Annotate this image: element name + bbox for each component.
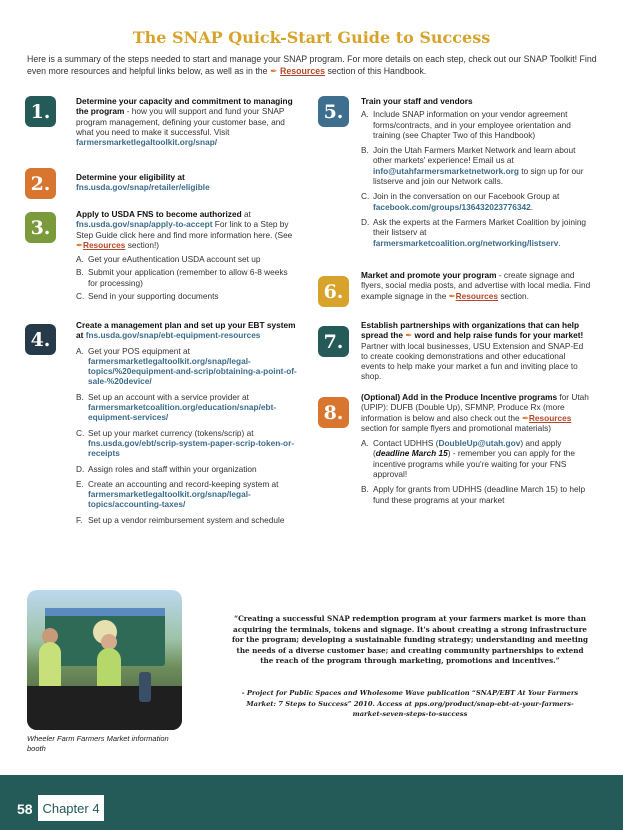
step-3	[76, 209, 298, 301]
step-8-heading: (Optional) Add in the Produce Incentive programs	[361, 392, 558, 402]
step-5	[361, 96, 591, 248]
resources-link[interactable]: Resources	[82, 239, 126, 250]
step-2-badge: 2.	[25, 168, 56, 199]
list-item-link[interactable]: farmersmarketcoalition.org/networking/listserv	[373, 237, 559, 248]
step-4-badge: 4.	[25, 324, 56, 355]
list-item: A. Get your eAuthentication USDA account set up	[76, 254, 261, 265]
booth-table	[27, 686, 182, 730]
quote-text: “Creating a successful SNAP redemption program at your farmers market is more than acquiring the terminals, tokens and signage. It's about creating a strong infrastructure for the program; developing a sustainable funding strategy; understanding and meeting the needs of a diverse customer base; and creating community partnerships to extend the reach of the program through marketing, promotions and incentives.”	[231, 614, 589, 666]
step-6-heading: Market and promote your program	[361, 270, 497, 280]
step-8-text: for Utah (UPIP): DUFB (Double Up), SFMNP, Produce Rx (more information is below and also check out the	[361, 392, 589, 423]
intro-paragraph	[27, 53, 602, 77]
step-3-text-2: For link to a Step by Step Guide click here and find more information here. (See	[76, 219, 293, 240]
step-7-badge: 7.	[318, 326, 349, 357]
list-item: C. Set up your market currency (tokens/scrip) at fns.usda.gov/ebt/scrip-system-paper-scrip-token-or-receipts	[76, 427, 295, 459]
intro-text-end: section of this Handbook.	[325, 66, 427, 76]
step-5-badge: 5.	[318, 96, 349, 127]
list-item: A. Contact UDHHS (DoubleUp@utah.gov) and apply (deadline March 15) - remember you can apply for the incentive programs while you're waiting for your FNS approval!	[361, 438, 575, 480]
step-8	[361, 392, 591, 505]
step-7-text: Partner with local businesses, USU Extension and SNAP-Ed to create cooking demonstrations and other educational events to help make your market a fun and inviting place to shop.	[361, 340, 584, 382]
email-link[interactable]: DoubleUp@utah.gov	[438, 438, 521, 449]
list-item-link[interactable]: fns.usda.gov/ebt/scrip-system-paper-scrip-token-or-receipts	[88, 437, 295, 459]
list-item: A. Get your POS equipment at farmersmarketlegaltoolkit.org/snap/legal-topics/%20equipment-and-scrip/obtaining-a-point-of-sale-%20device/	[76, 345, 297, 387]
tools-icon: ✒	[405, 330, 413, 341]
list-item: B. Join the Utah Farmers Market Network and learn about other markets' experience! Email us at info@utahfarmersmarketnetwork.org to sign up for our listserve and join our Network calls.	[361, 145, 584, 187]
email-link[interactable]: info@utahfarmersmarketnetwork.org	[373, 165, 519, 176]
step-3-badge: 3.	[25, 212, 56, 243]
step-2	[76, 172, 296, 193]
list-item: E. Create an accounting and record-keeping system at farmersmarketlegaltoolkit.org/snap/legal-topics/accounting-taxes/	[76, 478, 279, 510]
photo-caption: Wheeler Farm Farmers Market information booth	[27, 734, 169, 753]
quote-source: - Project for Public Spaces and Wholesome Wave publication “SNAP/EBT At Your Farmers Market: 7 Steps to Success” 2010. Access at pps.org/product/snap-ebt-at-your-farmers-market-seven-steps-to-success	[241, 689, 579, 719]
list-item-link[interactable]: farmersmarketlegaltoolkit.org/snap/legal-topics/%20equipment-and-scrip/obtaining-a-point-of-sale-%20device/	[88, 355, 297, 387]
resources-link[interactable]: Resources	[528, 412, 572, 423]
list-item: C. Send in your supporting documents	[76, 291, 219, 302]
list-item: B. Set up an account with a service provider at farmersmarketcoalition.org/education/snap/ebt-equipment-services/	[76, 391, 277, 423]
step-6	[361, 270, 591, 301]
step-1-badge: 1.	[25, 96, 56, 127]
list-item: C. Join in the conversation on our Facebook Group at facebook.com/groups/136432023776342.	[361, 191, 560, 212]
resources-link[interactable]: Resources	[455, 290, 499, 301]
step-8-text-2: section for sample flyers and promotional materials)	[361, 422, 551, 433]
step-2-link[interactable]: fns.usda.gov/snap/retailer/eligible	[76, 182, 210, 193]
step-8-badge: 8.	[318, 397, 349, 428]
step-4-heading: Create a management plan and set up your EBT system at	[76, 320, 296, 341]
step-6-text: - create signage and flyers, social media posts, and advertise with local media. Find example signage in the	[361, 270, 591, 301]
step-6-text-2: section.	[498, 290, 529, 301]
list-item: D. Assign roles and staff within your organization	[76, 463, 257, 474]
page-title: The SNAP Quick-Start Guide to Success	[132, 28, 491, 47]
step-1	[76, 96, 296, 147]
page-number: 58	[17, 801, 33, 817]
tools-icon: ✒	[521, 412, 529, 423]
step-6-badge: 6.	[318, 276, 349, 307]
step-5-heading: Train your staff and vendors	[361, 96, 473, 106]
water-bottle	[139, 672, 151, 702]
step-1-text: - how you will support and fund your SNAP program management, defining your customer base, and what you need to make it successful. Visit	[76, 106, 285, 137]
booth-photo	[27, 590, 182, 730]
list-item-link[interactable]: facebook.com/groups/136432023776342	[373, 201, 531, 212]
step-3-text: at	[241, 209, 251, 219]
step-7-heading: Establish partnerships with organizations that can help spread the	[361, 320, 580, 341]
step-1-link[interactable]: farmersmarketlegaltoolkit.org/snap/	[76, 137, 218, 148]
list-item: A. Include SNAP information on your vendor agreement forms/contracts, and in your employee orientation and training (see Chapter Two of this Handbook)	[361, 109, 571, 140]
tools-icon: ✒	[448, 290, 456, 301]
step-2-heading: Determine your eligibility at	[76, 172, 185, 182]
step-4-link[interactable]: fns.usda.gov/snap/ebt-equipment-resources	[85, 330, 261, 341]
list-item-link[interactable]: farmersmarketcoalition.org/education/snap/ebt-equipment-services/	[88, 402, 277, 423]
step-7	[361, 320, 591, 382]
chapter-label: Chapter 4	[38, 795, 104, 821]
list-item-link[interactable]: farmersmarketlegaltoolkit.org/snap/legal-topics/accounting-taxes/	[88, 489, 251, 510]
list-item: F. Set up a vendor reimbursement system and schedule	[76, 514, 285, 525]
list-item: B. Apply for grants from UDHHS (deadline March 15) to help fund these programs at your market	[361, 484, 586, 505]
step-7-heading-2: word and help raise funds for your market!	[412, 330, 584, 341]
resources-link[interactable]: Resources	[280, 66, 326, 76]
tools-icon: ✒	[270, 66, 278, 76]
list-item: D. Ask the experts at the Farmers Market Coalition by joining their listserv at farmersmarketcoalition.org/networking/listserv.	[361, 216, 587, 248]
step-1-heading: Determine your capacity and commitment to managing the program	[76, 96, 293, 117]
tools-icon: ✒	[76, 239, 83, 250]
step-4	[76, 320, 298, 525]
intro-text: Here is a summary of the steps needed to start and manage your SNAP program. For more details on each step, check out our SNAP Toolkit! Find even more resources and helpful links below, as well as in the	[27, 54, 597, 76]
person	[39, 642, 61, 690]
step-3-text-3: section!)	[125, 239, 160, 250]
list-item: B. Submit your application (remember to allow 6-8 weeks for processing)	[76, 267, 288, 288]
step-3-heading: Apply to USDA FNS to become authorized	[76, 209, 242, 219]
step-3-link[interactable]: fns.usda.gov/snap/apply-to-accept	[76, 219, 213, 230]
